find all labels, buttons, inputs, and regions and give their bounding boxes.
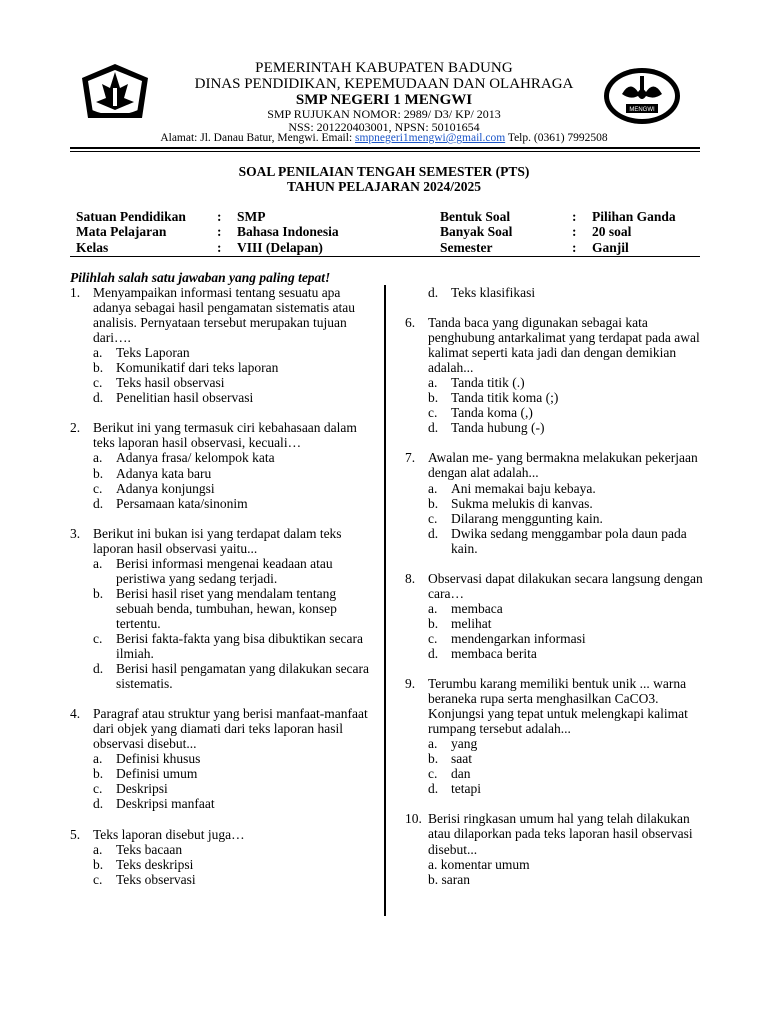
- identity-value: Bahasa Indonesia: [237, 224, 339, 239]
- option-text: Berisi hasil riset yang mendalam tentang sebuah benda, tumbuhan, hewan, konsep tertentu.: [116, 585, 337, 631]
- option-text: Komunikatif dari teks laporan: [116, 360, 279, 376]
- identity-label: Mata Pelajaran: [76, 224, 167, 239]
- option-list: [405, 736, 705, 796]
- option[interactable]: [405, 375, 705, 390]
- option-text: saran: [441, 871, 470, 887]
- question-5-continued: [405, 285, 705, 300]
- question-text: Tanda baca yang digunakan sebagai kata penghubung antarkalimat yang terdapat pada awal kalimat seperti kata jadi dan dengan demikian adalah...: [428, 315, 700, 376]
- question-5: [70, 827, 370, 887]
- option[interactable]: [405, 526, 705, 556]
- question-text: Awalan me- yang bermakna melakukan pekerjaan dengan alat adalah...: [428, 450, 698, 481]
- question-4: [70, 706, 370, 811]
- option-text: Definisi umum: [116, 766, 198, 782]
- letterhead-reference: SMP RUJUKAN NOMOR: 2989/ D3/ KP/ 2013: [267, 107, 501, 121]
- option[interactable]: [70, 857, 370, 872]
- option[interactable]: [405, 872, 705, 887]
- option-letter: d.: [428, 285, 439, 300]
- question-9: [405, 676, 705, 796]
- identity-label: Kelas: [76, 240, 109, 255]
- question-3: [70, 526, 370, 692]
- option-text: Tanda koma (,): [451, 405, 533, 421]
- option-text: tetapi: [451, 781, 481, 797]
- option-list: [70, 450, 370, 510]
- option[interactable]: [405, 857, 705, 872]
- right-questions: [405, 315, 705, 887]
- academic-year: TAHUN PELAJARAN 2024/2025: [286, 179, 481, 194]
- option[interactable]: [405, 631, 705, 646]
- option-letter: c.: [428, 766, 438, 782]
- identity-label: Banyak Soal: [440, 224, 513, 239]
- option-letter: c.: [428, 630, 438, 646]
- question-number: 1.: [70, 285, 81, 300]
- question-text: Terumbu karang memiliki bentuk unik ... warna beraneka rupa serta menghasilkan CaCO3. Konjungsi yang tepat untuk melengkapi kalimat rumpang tersebut adalah...: [428, 676, 688, 737]
- identity-rule: [70, 256, 700, 257]
- option[interactable]: [70, 466, 370, 481]
- option[interactable]: [70, 390, 370, 405]
- option-letter: d.: [93, 796, 104, 812]
- question-text: Teks laporan disebut juga…: [93, 826, 245, 842]
- option-letter: c.: [428, 510, 438, 526]
- question-number: 10.: [405, 811, 422, 827]
- identity-value: Pilihan Ganda: [592, 209, 676, 224]
- option-letter: d.: [428, 525, 439, 541]
- email-link[interactable]: smpnegeri1mengwi@gmail.com: [355, 132, 506, 144]
- letterhead-government: PEMERINTAH KABUPATEN BADUNG: [255, 60, 513, 76]
- option[interactable]: [70, 842, 370, 857]
- option-letter: c.: [428, 405, 438, 421]
- address-text: Alamat: Jl. Danau Batur, Mengwi. Email:: [160, 132, 356, 144]
- option[interactable]: [70, 450, 370, 465]
- question-number: 2.: [70, 420, 81, 436]
- option[interactable]: [70, 375, 370, 390]
- option[interactable]: [70, 586, 370, 631]
- option-text: Ani memakai baju kebaya.: [451, 480, 596, 496]
- option-letter: a.: [428, 480, 438, 496]
- option-text: komentar umum: [440, 856, 530, 872]
- option-letter: a.: [428, 600, 438, 616]
- question-8: [405, 571, 705, 661]
- letterhead-department: DINAS PENDIDIKAN, KEPEMUDAAN DAN OLAHRAGA: [194, 76, 574, 92]
- question-text: Paragraf atau struktur yang berisi manfaat-manfaat dari objek yang diamati dari teks laporan hasil observasi disebut...: [93, 706, 368, 752]
- option[interactable]: [405, 646, 705, 661]
- option-letter: b.: [93, 856, 104, 872]
- column-divider: [384, 285, 386, 916]
- option-letter: a.: [93, 751, 103, 767]
- option-letter: c.: [93, 871, 103, 887]
- question-number: 6.: [405, 315, 416, 331]
- letterhead-nss-npsn: NSS: 201220403001, NPSN: 50101654: [288, 120, 480, 134]
- option-letter: b.: [93, 360, 104, 376]
- option[interactable]: [405, 616, 705, 631]
- option-text: membaca: [451, 600, 503, 616]
- option-text: Deskripsi: [116, 781, 168, 797]
- option-text: Adanya frasa/ kelompok kata: [116, 450, 275, 466]
- option[interactable]: [405, 420, 705, 435]
- option-text: yang: [451, 736, 478, 752]
- option-list: [70, 345, 370, 405]
- option-text: mendengarkan informasi: [451, 630, 586, 646]
- option-letter: a.: [428, 375, 438, 391]
- option-letter: d.: [428, 781, 439, 797]
- identity-value: VIII (Delapan): [237, 240, 323, 255]
- option-list: [70, 842, 370, 887]
- option-text: dan: [451, 766, 471, 782]
- question-1: [70, 285, 370, 405]
- identity-label: Satuan Pendidikan: [76, 209, 186, 224]
- option[interactable]: [405, 285, 705, 300]
- option[interactable]: [70, 360, 370, 375]
- identity-colon: :: [217, 209, 222, 224]
- option[interactable]: [405, 751, 705, 766]
- question-number: 3.: [70, 525, 81, 541]
- option-text: membaca berita: [451, 645, 537, 661]
- letterhead-rule-thin: [70, 151, 700, 152]
- option[interactable]: [70, 796, 370, 811]
- option-text: Berisi hasil pengamatan yang dilakukan secara sistematis.: [116, 661, 370, 692]
- question-10: [405, 811, 705, 886]
- questions-right-column: [405, 285, 705, 902]
- option-text: Adanya konjungsi: [116, 480, 215, 496]
- option-letter: c.: [93, 375, 103, 391]
- option[interactable]: [70, 496, 370, 511]
- option-letter: b.: [428, 751, 439, 767]
- option-letter: d.: [428, 420, 439, 436]
- option-text: melihat: [451, 615, 492, 631]
- question-number: 8.: [405, 570, 416, 586]
- option-letter: a.: [93, 841, 103, 857]
- option-text: Adanya kata baru: [116, 465, 212, 481]
- option-text: Persamaan kata/sinonim: [116, 495, 248, 511]
- option[interactable]: [405, 781, 705, 796]
- letterhead-rule-thick: [70, 147, 700, 149]
- question-number: 9.: [405, 676, 416, 692]
- option-letter: a.: [93, 555, 103, 571]
- identity-colon: :: [217, 224, 222, 239]
- option-letter: a.: [93, 450, 103, 466]
- option-letter: a.: [93, 345, 103, 361]
- option-text: Penelitian hasil observasi: [116, 390, 254, 406]
- option-text: Sukma melukis di kanvas.: [451, 495, 593, 511]
- question-2: [70, 420, 370, 510]
- option-list: [405, 481, 705, 556]
- exam-title: SOAL PENILAIAN TENGAH SEMESTER (PTS): [238, 164, 530, 179]
- option[interactable]: [70, 556, 370, 586]
- option[interactable]: [405, 511, 705, 526]
- question-text: Observasi dapat dilakukan secara langsung dengan cara…: [428, 570, 703, 601]
- question-7: [405, 450, 705, 555]
- option[interactable]: [405, 601, 705, 616]
- option-text: Definisi khusus: [116, 751, 201, 767]
- option-letter: c.: [93, 781, 103, 797]
- option-text: Berisi fakta-fakta yang bisa dibuktikan secara ilmiah.: [116, 630, 364, 662]
- option[interactable]: [70, 751, 370, 766]
- question-text: Berikut ini bukan isi yang terdapat dalam teks laporan hasil observasi yaitu...: [93, 525, 342, 556]
- svg-text:MENGWI: MENGWI: [629, 107, 655, 113]
- option-text: Teks bacaan: [116, 841, 183, 857]
- option[interactable]: [70, 781, 370, 796]
- option-letter: c.: [93, 630, 103, 646]
- option-text: Teks Laporan: [116, 345, 190, 361]
- option-text: Dilarang menggunting kain.: [451, 510, 603, 526]
- identity-value: SMP: [237, 209, 266, 224]
- instruction: Pilihlah salah satu jawaban yang paling tepat!: [70, 270, 331, 285]
- option-letter: b.: [428, 871, 439, 887]
- identity-value: Ganjil: [592, 240, 629, 255]
- option[interactable]: [70, 345, 370, 360]
- option-list: [405, 857, 705, 887]
- option[interactable]: [405, 766, 705, 781]
- option-letter: d.: [93, 390, 104, 406]
- option[interactable]: [405, 390, 705, 405]
- question-number: 4.: [70, 706, 81, 722]
- option-letter: a.: [428, 736, 438, 752]
- option-text: Teks deskripsi: [116, 856, 194, 872]
- option[interactable]: [405, 736, 705, 751]
- option-letter: b.: [428, 615, 439, 631]
- option-letter: b.: [428, 390, 439, 406]
- identity-colon: :: [572, 240, 577, 255]
- option-text: Tanda hubung (-): [451, 420, 545, 436]
- identity-colon: :: [572, 209, 577, 224]
- option-text: Tanda titik koma (;): [451, 390, 559, 406]
- option-letter: b.: [93, 585, 104, 601]
- option-list: [70, 751, 370, 811]
- option-letter: d.: [93, 495, 104, 511]
- option-letter: b.: [428, 495, 439, 511]
- questions-left-column: [70, 285, 370, 902]
- option[interactable]: [405, 405, 705, 420]
- option-text: Teks observasi: [116, 871, 196, 887]
- option[interactable]: [405, 496, 705, 511]
- identity-value: 20 soal: [592, 224, 632, 239]
- option-text: Dwika sedang menggambar pola daun pada kain.: [451, 525, 687, 556]
- option[interactable]: [405, 481, 705, 496]
- question-text: Berisi ringkasan umum hal yang telah dilakukan atau dilaporkan pada teks laporan hasil observasi disebut...: [428, 811, 693, 857]
- option-list: [405, 601, 705, 661]
- option-text: Teks klasifikasi: [451, 285, 536, 300]
- option-letter: c.: [93, 480, 103, 496]
- letterhead-address: [0, 132, 768, 144]
- question-text: Berikut ini yang termasuk ciri kebahasaan dalam teks laporan hasil observasi, kecuali…: [93, 420, 357, 451]
- letterhead-school-name: SMP NEGERI 1 MENGWI: [295, 92, 473, 108]
- identity-label: Semester: [440, 240, 493, 255]
- identity-colon: :: [217, 240, 222, 255]
- option-letter: d.: [93, 661, 104, 677]
- identity-label: Bentuk Soal: [440, 209, 511, 224]
- option[interactable]: [70, 481, 370, 496]
- question-text: Menyampaikan informasi tentang sesuatu apa adanya sebagai hasil pengamatan sistematis atau analisis. Pernyataan tersebut merupakan tujuan dari….: [93, 285, 356, 346]
- option-letter: b.: [93, 465, 104, 481]
- option-text: saat: [451, 751, 472, 767]
- option-letter: b.: [93, 766, 104, 782]
- question-number: 7.: [405, 450, 416, 466]
- question-6: [405, 315, 705, 435]
- option-list: [70, 556, 370, 691]
- option-letter: d.: [428, 645, 439, 661]
- option-letter: a.: [428, 856, 438, 872]
- option-text: Deskripsi manfaat: [116, 796, 215, 812]
- option[interactable]: [70, 872, 370, 887]
- option-text: Tanda titik (.): [451, 375, 525, 391]
- option[interactable]: [70, 631, 370, 661]
- option-text: Berisi informasi mengenai keadaan atau peristiwa yang sedang terjadi.: [116, 555, 333, 586]
- option-list: [405, 375, 705, 435]
- question-number: 5.: [70, 826, 81, 842]
- option[interactable]: [70, 766, 370, 781]
- identity-colon: :: [572, 224, 577, 239]
- option-text: Teks hasil observasi: [116, 375, 225, 391]
- option[interactable]: [70, 661, 370, 691]
- phone-text: Telp. (0361) 7992508: [505, 132, 608, 144]
